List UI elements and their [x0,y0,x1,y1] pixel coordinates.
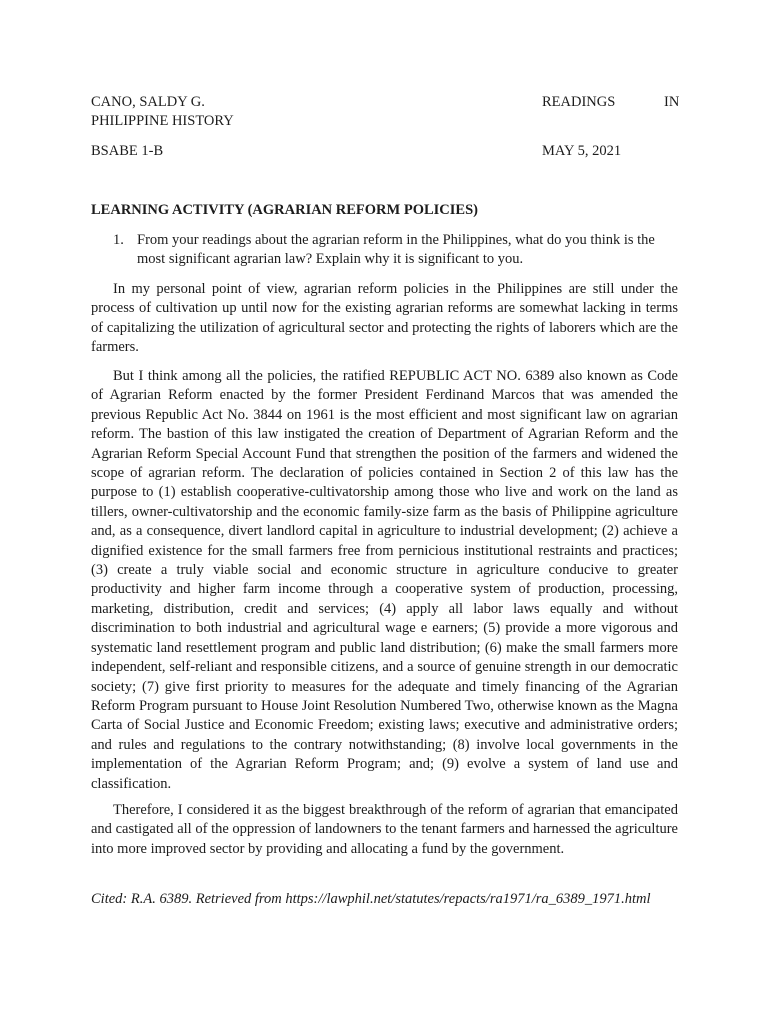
question-number: 1. [113,232,124,248]
answer-paragraph-2: But I think among all the policies, the ratified REPUBLIC ACT NO. 6389 also known as Code of Agrarian Reform enacted by the former President Ferdinand Marcos that was amended the previous Republic Act No. 3844 on 1961 is the most efficient and most significant law on agrarian reform. The bastion of this law instigated the creation of Department of Agrarian Reform and the Agrarian Reform Special Account Fund that strengthen the position of the farmers and widened the scope of agrarian reform. The declaration of policies contained in Section 2 of this law has the purpose to (1) establish cooperative-cultivatorship among those who live and work on the land as tillers, owner-cultivatorship and the economic family-size farm as the basis of Philippine agriculture and, as a consequence, divert landlord capital in agriculture to industrial development; (2) achieve a dignified existence for the small farmers free from pernicious institutional restraints and practices; (3) create a truly viable social and economic structure in agriculture conducive to greater productivity and higher farm income through a cooperative system of production, processing, marketing, distribution, credit and services; (4) apply all labor laws equally and without discrimination to both industrial and agricultural wage e earners; (5) provide a more vigorous and systematic land resettlement program and public land distribution; (6) make the small farmers more independent, self-reliant and responsible citizens, and a source of genuine strength in our democratic society; (7) give first priority to measures for the adequate and timely financing of the Agrarian Reform Program pursuant to House Joint Resolution Numbered Two, otherwise known as the Magna Carta of Social Justice and Economic Freedom; existing laws; executive and administrative orders; and rules and regulations to the contrary notwithstanding; (8) involve local governments in the implementation of the Agrarian Reform Program; and; (9) evolve a system of land use and classification. [91,368,678,792]
course-title-subject: PHILIPPINE HISTORY [91,113,234,129]
activity-title: LEARNING ACTIVITY (AGRARIAN REFORM POLICIES) [91,202,478,218]
course-title-readings: READINGS [542,94,616,110]
question-text: From your readings about the agrarian reform in the Philippines, what do you think is the most significant agrarian law? Explain why it is significant to you. [137,232,655,267]
course-title-in: IN [664,94,680,110]
student-section: BSABE 1-B [91,143,164,159]
question-item [113,231,678,269]
student-name: CANO, SALDY G. [91,94,205,110]
citation: Cited: R.A. 6389. Retrieved from https://lawphil.net/statutes/repacts/ra1971/ra_6389_1971.html [91,891,651,907]
answer-paragraph-3: Therefore, I considered it as the biggest breakthrough of the reform of agrarian that emancipated and castigated all of the oppression of landowners to the tenant farmers and harnessed the agriculture into more improved sector by providing and allocating a fund by the government. [91,802,678,857]
submission-date: MAY 5, 2021 [542,143,622,159]
answer-paragraph-1: In my personal point of view, agrarian reform policies in the Philippines are still under the process of cultivation up until now for the existing agrarian reforms are somewhat lacking in terms of capitalizing the utilization of agricultural sector and protecting the rights of laborers which are the farmers. [91,281,678,356]
